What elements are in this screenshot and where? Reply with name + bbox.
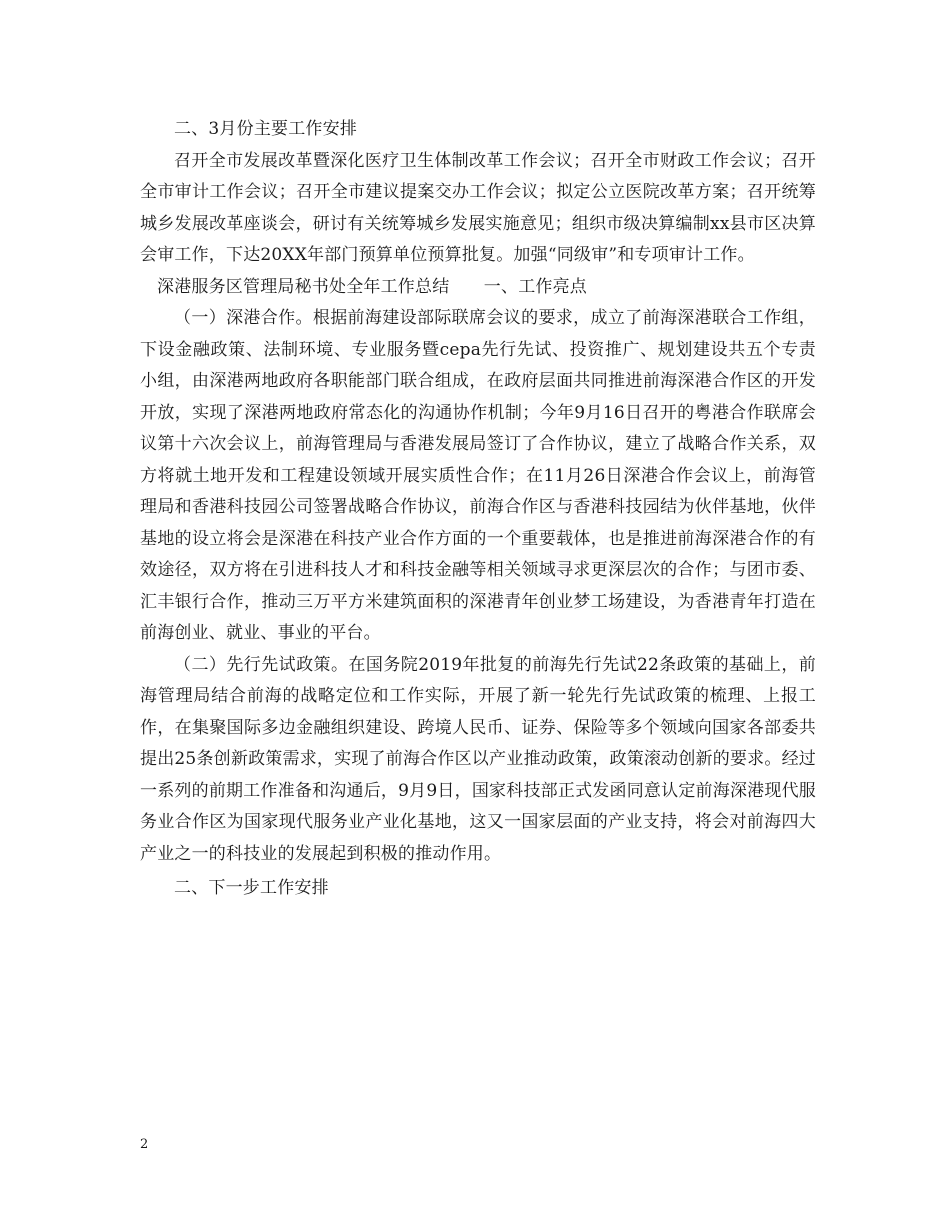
summary-title-line: 深港服务区管理局秘书处全年工作总结 一、工作亮点 [157,276,587,297]
paragraph-shenzhen-hk-cooperation: （一）深港合作。根据前海建设部际联席会议的要求，成立了前海深港联合工作组，下设金融政策、法制环境、专业服务暨cepa先行先试、投资推广、规划建设共五个专责小组，由深港两地政府各职能部门联合组成，在政府层面共同推进前海深港合作区的开发开放，实现了深港两地政府常态化的沟通协作机制；今年9月16日召开的粤港合作联席会议第十六次会议上，前海管理局与香港发展局签订了合作协议，建立了战略合作关系，双方将就土地开发和工程建设领域开展实质性合作；在11月26日深港合作会议上，前海管理局和香港科技园公司签署战略合作协议，前海合作区与香港科技园结为伙伴基地，伙伴基地的设立将会是深港在科技产业合作方面的一个重要载体，也是推进前海深港合作的有效途径，双方将在引进科技人才和科技金融等相关领域寻求更深层次的合作；与团市委、汇丰银行合作，推动三万平方米建筑面积的深港青年创业梦工场建设，为香港青年打造在前海创业、就业、事业的平台。 [140,308,816,643]
paragraph-march-plan: 召开全市发展改革暨深化医疗卫生体制改革工作会议；召开全市财政工作会议；召开全市审计工作会议；召开全市建议提案交办工作会议；拟定公立医院改革方案；召开统筹城乡发展改革座谈会，研讨有关统筹城乡发展实施意见；组织市级决算编制xx县市区决算会审工作，下达20XX年部门预算单位预算批复。加强“同级审”和专项审计工作。 [140,150,816,265]
heading-next-steps: 二、下一步工作安排 [174,878,329,898]
page-number: 2 [140,1137,149,1152]
paragraph-pilot-policy: （二）先行先试政策。在国务院2019年批复的前海先行先试22条政策的基础上，前海管理局结合前海的战略定位和工作实际，开展了新一轮先行先试政策的梳理、上报工作，在集聚国际多边金融组织建设、跨境人民币、证券、保险等多个领域向国家各部委共提出25条创新政策需求，实现了前海合作区以产业推动政策，政策滚动创新的要求。经过一系列的前期工作准备和沟通后，9月9日，国家科技部正式发函同意认定前海深港现代服务业合作区为国家现代服务业产业化基地，这又一国家层面的产业支持，将会对前海四大产业之一的科技业的发展起到积极的推动作用。 [140,654,816,864]
document-body [140,114,816,905]
heading-march-plan: 二、3月份主要工作安排 [174,119,358,139]
